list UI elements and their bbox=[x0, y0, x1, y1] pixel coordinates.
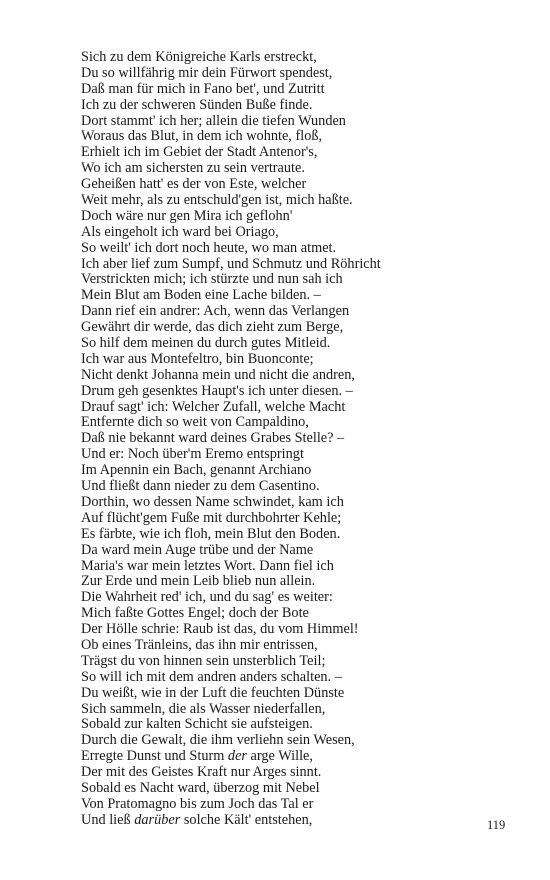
poem-line-text: Und fließt dann nieder zu dem Casentino. bbox=[81, 478, 320, 495]
poem-line bbox=[81, 336, 521, 352]
poem-line bbox=[81, 670, 521, 686]
poem-line bbox=[81, 82, 521, 98]
poem-line bbox=[81, 50, 521, 66]
poem-line bbox=[81, 527, 521, 543]
poem-line bbox=[81, 638, 521, 654]
poem-line-text: Ich war aus Montefeltro, bin Buonconte; bbox=[81, 350, 314, 367]
poem-line bbox=[81, 368, 521, 384]
poem-line-text: Sich sammeln, die als Wasser niederfallen, bbox=[81, 700, 326, 717]
poem-line bbox=[81, 177, 521, 193]
poem-line-text: Ob eines Tränleins, das ihn mir entrissen, bbox=[81, 636, 318, 653]
poem-line-text: Und ließ bbox=[81, 811, 135, 828]
poem-line bbox=[81, 622, 521, 638]
poem-line-text: Weit mehr, als zu entschuld'gen ist, mich haßte. bbox=[81, 192, 353, 209]
poem-line-text: Der mit des Geistes Kraft nur Arges sinnt. bbox=[81, 764, 322, 781]
poem-line bbox=[81, 114, 521, 130]
poem-line bbox=[81, 797, 521, 813]
poem-line-text: So weilt' ich dort noch heute, wo man atmet. bbox=[81, 239, 337, 256]
poem-line-text: Im Apennin ein Bach, genannt Archiano bbox=[81, 462, 312, 479]
poem-line-emphasis: der bbox=[227, 748, 247, 765]
poem-line-text: Dorthin, wo dessen Name schwindet, kam ich bbox=[81, 493, 344, 510]
poem-line-text: Verstrickten mich; ich stürzte und nun sah ich bbox=[81, 271, 343, 288]
poem-line bbox=[81, 543, 521, 559]
page-number: 119 bbox=[487, 818, 506, 832]
poem-line-text: Erregte Dunst und Sturm bbox=[81, 748, 228, 765]
poem-line-text: Und er: Noch über'm Eremo entspringt bbox=[81, 446, 304, 463]
poem-line bbox=[81, 765, 521, 781]
poem-line bbox=[81, 288, 521, 304]
poem-line-text: Daß man für mich in Fano bet', und Zutritt bbox=[81, 80, 325, 97]
poem-line-text: Sobald es Nacht ward, überzog mit Nebel bbox=[81, 779, 320, 796]
poem-line bbox=[81, 415, 521, 431]
poem-line-text: Du so willfährig mir dein Fürwort spendest, bbox=[81, 64, 333, 81]
poem-line-text: So hilf dem meinen du durch gutes Mitleid. bbox=[81, 335, 331, 352]
poem-line bbox=[81, 98, 521, 114]
poem-line-emphasis: darüber bbox=[134, 811, 181, 828]
poem-line bbox=[81, 606, 521, 622]
poem-line-text: Die Wahrheit red' ich, und du sag' es weiter: bbox=[81, 589, 333, 606]
poem-line-text: Gewährt dir werde, das dich zieht zum Berge, bbox=[81, 319, 344, 336]
poem-line bbox=[81, 257, 521, 273]
poem-line-text: Der Hölle schrie: Raub ist das, du vom Himmel! bbox=[81, 621, 359, 638]
poem-line bbox=[81, 749, 521, 765]
poem-line-text: arge Wille, bbox=[246, 748, 313, 765]
poem-line-text: Mich faßte Gottes Engel; doch der Bote bbox=[81, 605, 309, 622]
poem-line bbox=[81, 161, 521, 177]
poem-line-text: Drauf sagt' ich: Welcher Zufall, welche Macht bbox=[81, 398, 346, 415]
poem-line-text: Dort stammt' ich her; allein die tiefen Wunden bbox=[81, 112, 346, 129]
poem-line-text: Durch die Gewalt, die ihm verliehn sein Wesen, bbox=[81, 732, 355, 749]
poem-line bbox=[81, 129, 521, 145]
poem-line bbox=[81, 320, 521, 336]
poem-line-text: Sobald zur kalten Schicht sie aufsteigen. bbox=[81, 716, 313, 733]
poem-line bbox=[81, 495, 521, 511]
poem-line bbox=[81, 511, 521, 527]
poem-line bbox=[81, 479, 521, 495]
poem-line bbox=[81, 352, 521, 368]
poem-line-text: solche Kält' entstehen, bbox=[180, 811, 313, 828]
poem-line-text: Daß nie bekannt ward deines Grabes Stelle? – bbox=[81, 430, 345, 447]
poem-line-text: Wo ich am sichersten zu sein vertraute. bbox=[81, 160, 305, 177]
poem-line bbox=[81, 145, 521, 161]
poem-line bbox=[81, 574, 521, 590]
poem-line bbox=[81, 241, 521, 257]
poem-line-text: Von Pratomagno bis zum Joch das Tal er bbox=[81, 795, 314, 812]
poem-line bbox=[81, 463, 521, 479]
poem-line-text: Ich zu der schweren Sünden Buße finde. bbox=[81, 96, 313, 113]
poem-line bbox=[81, 66, 521, 82]
poem-line bbox=[81, 702, 521, 718]
poem-text-block bbox=[81, 50, 521, 829]
poem-line-text: Entfernte dich so weit von Campaldino, bbox=[81, 414, 309, 431]
poem-line bbox=[81, 193, 521, 209]
poem-line-text: Als eingeholt ich ward bei Oriago, bbox=[81, 223, 279, 240]
poem-line bbox=[81, 384, 521, 400]
poem-line-text: Da ward mein Auge trübe und der Name bbox=[81, 541, 314, 558]
poem-line-text: Sich zu dem Königreiche Karls erstreckt, bbox=[81, 49, 317, 65]
poem-line-text: Dann rief ein andrer: Ach, wenn das Verlangen bbox=[81, 303, 350, 320]
poem-line bbox=[81, 225, 521, 241]
poem-line bbox=[81, 781, 521, 797]
poem-line-text: Auf flücht'gem Fuße mit durchbohrter Kehle; bbox=[81, 509, 342, 526]
poem-line bbox=[81, 304, 521, 320]
poem-line bbox=[81, 686, 521, 702]
poem-line-text: So will ich mit dem andren anders schalten. – bbox=[81, 668, 342, 685]
poem-line-text: Du weißt, wie in der Luft die feuchten Dünste bbox=[81, 684, 345, 701]
poem-line bbox=[81, 431, 521, 447]
poem-line bbox=[81, 813, 521, 829]
poem-line-text: Maria's war mein letztes Wort. Dann fiel ich bbox=[81, 557, 334, 574]
poem-line-text: Zur Erde und mein Leib blieb nun allein. bbox=[81, 573, 316, 590]
poem-line-text: Doch wäre nur gen Mira ich geflohn' bbox=[81, 207, 293, 224]
poem-line-text: Woraus das Blut, in dem ich wohnte, floß, bbox=[81, 128, 323, 145]
poem-line bbox=[81, 654, 521, 670]
poem-line-text: Ich aber lief zum Sumpf, und Schmutz und Röhricht bbox=[81, 255, 381, 272]
poem-line bbox=[81, 733, 521, 749]
poem-line-text: Geheißen hatt' es der von Este, welcher bbox=[81, 176, 307, 193]
poem-line bbox=[81, 209, 521, 225]
poem-line bbox=[81, 717, 521, 733]
poem-line bbox=[81, 400, 521, 416]
poem-line-text: Es färbte, wie ich floh, mein Blut den Boden. bbox=[81, 525, 341, 542]
poem-line bbox=[81, 272, 521, 288]
poem-line bbox=[81, 559, 521, 575]
poem-line-text: Drum geh gesenktes Haupt's ich unter diesen. – bbox=[81, 382, 353, 399]
poem-line bbox=[81, 590, 521, 606]
poem-line-text: Mein Blut am Boden eine Lache bilden. – bbox=[81, 287, 321, 304]
poem-line-text: Trägst du von hinnen sein unsterblich Teil; bbox=[81, 652, 326, 669]
poem-line bbox=[81, 447, 521, 463]
poem-line-text: Nicht denkt Johanna mein und nicht die andren, bbox=[81, 366, 355, 383]
poem-line-text: Erhielt ich im Gebiet der Stadt Antenor's, bbox=[81, 144, 318, 161]
